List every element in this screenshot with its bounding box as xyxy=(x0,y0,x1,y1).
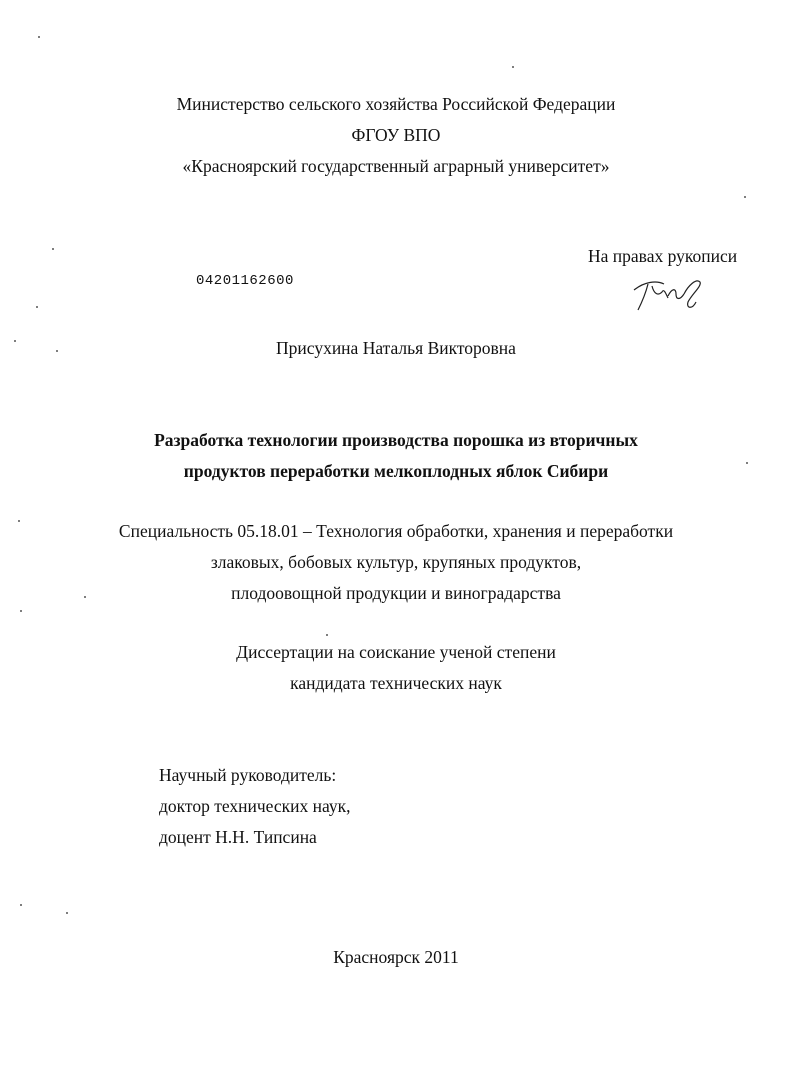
supervisor-degree: доктор технических наук, xyxy=(159,796,351,816)
title-line-1: Разработка технологии производства порошка из вторичных xyxy=(154,430,638,450)
manuscript-rights-note: На правах рукописи xyxy=(588,246,738,266)
scan-speck xyxy=(18,520,20,522)
author-name: Присухина Наталья Викторовна xyxy=(276,338,516,358)
supervisor-label: Научный руководитель: xyxy=(159,765,337,785)
institution-type-line: ФГОУ ВПО xyxy=(351,125,441,145)
scan-speck xyxy=(512,66,514,68)
specialty-line-2: злаковых, бобовых культур, крупяных продуктов, xyxy=(210,552,582,572)
degree-line-1: Диссертации на соискание ученой степени xyxy=(236,642,556,662)
ministry-line: Министерство сельского хозяйства Российской Федерации xyxy=(176,94,616,114)
scan-speck xyxy=(20,610,22,612)
scan-speck xyxy=(20,904,22,906)
scan-speck xyxy=(14,340,16,342)
scan-speck xyxy=(66,912,68,914)
scan-speck xyxy=(746,462,748,464)
scan-speck xyxy=(326,634,328,636)
scan-speck xyxy=(52,248,54,250)
scan-speck xyxy=(744,196,746,198)
supervisor-name: доцент Н.Н. Типсина xyxy=(159,827,317,847)
university-line: «Красноярский государственный аграрный университет» xyxy=(182,156,610,176)
barcode-number: 04201162600 xyxy=(196,273,294,289)
scan-speck xyxy=(36,306,38,308)
scan-speck xyxy=(38,36,40,38)
title-line-2: продуктов переработки мелкоплодных яблок Сибири xyxy=(183,461,609,481)
specialty-line-3: плодоовощной продукции и виноградарства xyxy=(231,583,561,603)
city-year: Красноярск 2011 xyxy=(333,947,459,967)
scan-speck xyxy=(84,596,86,598)
handwritten-signature xyxy=(630,272,710,314)
degree-line-2: кандидата технических наук xyxy=(290,673,502,693)
specialty-line-1: Специальность 05.18.01 – Технология обработки, хранения и переработки xyxy=(118,521,674,541)
scan-speck xyxy=(56,350,58,352)
